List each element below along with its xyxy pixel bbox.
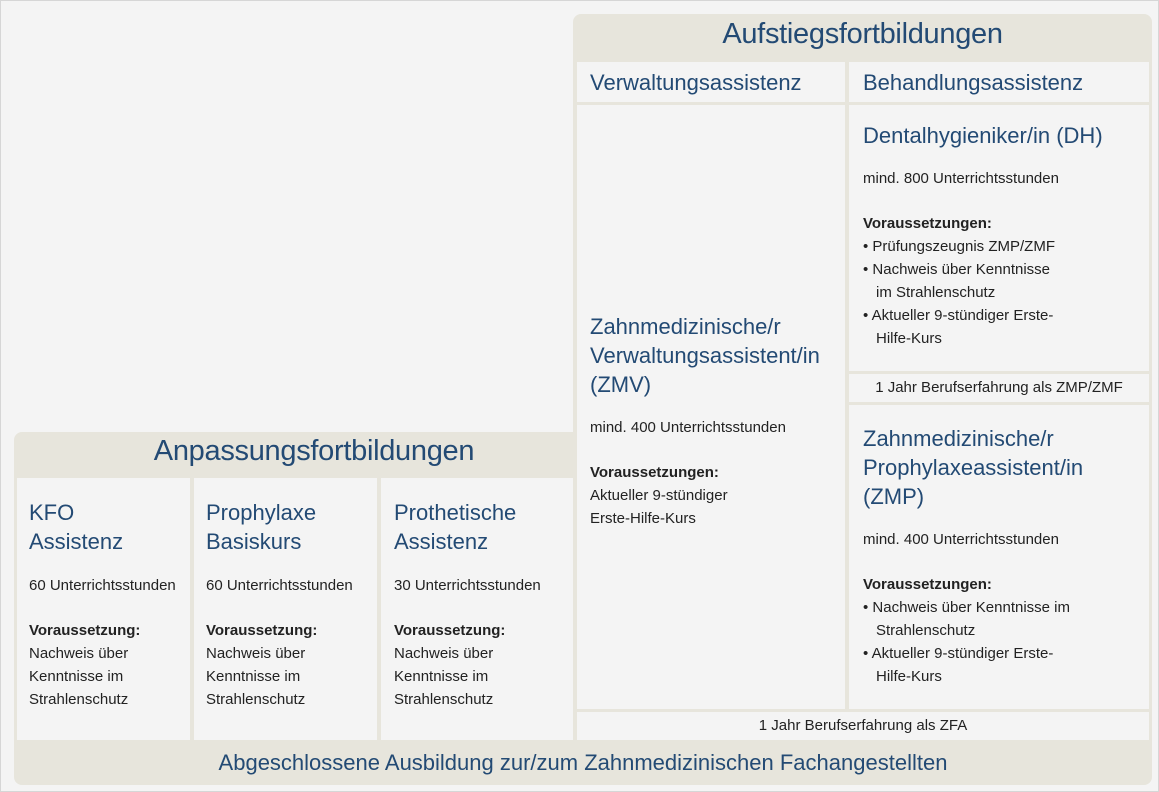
- dh-req: • Nachweis über Kenntnisse im Strahlenschutz: [863, 258, 1056, 304]
- zmv-title: Zahnmedizinische/r Verwaltungsassistent/in (ZMV): [590, 314, 820, 397]
- course-title: Prophylaxe Basiskurs: [206, 500, 317, 554]
- strip-zmp-zmf: 1 Jahr Berufserfahrung als ZMP/ZMF: [849, 374, 1149, 402]
- zmv-cell: [577, 105, 845, 709]
- zmp-req: • Aktueller 9-stündiger Erste-Hilfe-Kurs: [863, 642, 1056, 688]
- course-req-label: Voraussetzung:: [29, 622, 141, 639]
- zmp-title: Zahnmedizinische/r Prophylaxeassistent/in (ZMP): [863, 426, 1084, 509]
- course-req: Nachweis über Kenntnisse im Strahlenschutz: [29, 645, 129, 708]
- course-title: Prothetische Assistenz: [394, 500, 517, 554]
- zmp-req: • Nachweis über Kenntnisse im Strahlenschutz: [863, 596, 1076, 642]
- dh-cell: [849, 105, 1149, 371]
- dh-title: Dentalhygieniker/in (DH): [863, 123, 1103, 148]
- zmp-req-label: Voraussetzungen:: [863, 576, 992, 593]
- col-behandlung: Behandlungsassistenz: [849, 62, 1149, 102]
- zmp-cell: [849, 405, 1149, 709]
- zmv-req: Aktueller 9-stündiger: [590, 487, 728, 504]
- course-cell: [194, 478, 377, 740]
- course-title: KFO Assistenz: [29, 500, 124, 554]
- course-req: Nachweis über Kenntnisse im Strahlenschutz: [206, 645, 306, 708]
- dh-req: • Prüfungszeugnis ZMP/ZMF: [863, 235, 1135, 258]
- strip-zfa: 1 Jahr Berufserfahrung als ZFA: [577, 712, 1149, 740]
- zmv-hours: mind. 400 Unterrichtsstunden: [590, 419, 786, 436]
- anpassung-title: Anpassungsfortbildungen: [153, 435, 475, 467]
- course-hours: 60 Unterrichtsstunden: [206, 577, 353, 594]
- course-req-label: Voraussetzung:: [206, 622, 318, 639]
- dh-hours: mind. 800 Unterrichtsstunden: [863, 170, 1059, 187]
- base-text: Abgeschlossene Ausbildung zur/zum Zahnmedizinischen Fachangestellten: [218, 750, 948, 775]
- dh-req: • Aktueller 9-stündiger Erste-Hilfe-Kurs: [863, 304, 1056, 350]
- course-req: Nachweis über Kenntnisse im Strahlenschutz: [394, 645, 494, 708]
- zmp-hours: mind. 400 Unterrichtsstunden: [863, 531, 1059, 548]
- zmv-req: Erste-Hilfe-Kurs: [590, 510, 696, 527]
- course-hours: 60 Unterrichtsstunden: [29, 577, 176, 594]
- course-cell: [381, 478, 573, 740]
- course-cell: [17, 478, 190, 740]
- aufstieg-title: Aufstiegsfortbildungen: [722, 18, 1003, 50]
- course-hours: 30 Unterrichtsstunden: [394, 577, 541, 594]
- course-req-label: Voraussetzung:: [394, 622, 506, 639]
- dh-req-label: Voraussetzungen:: [863, 215, 992, 232]
- col-verwaltung: Verwaltungsassistenz: [577, 62, 845, 102]
- zmv-req-label: Voraussetzungen:: [590, 464, 719, 481]
